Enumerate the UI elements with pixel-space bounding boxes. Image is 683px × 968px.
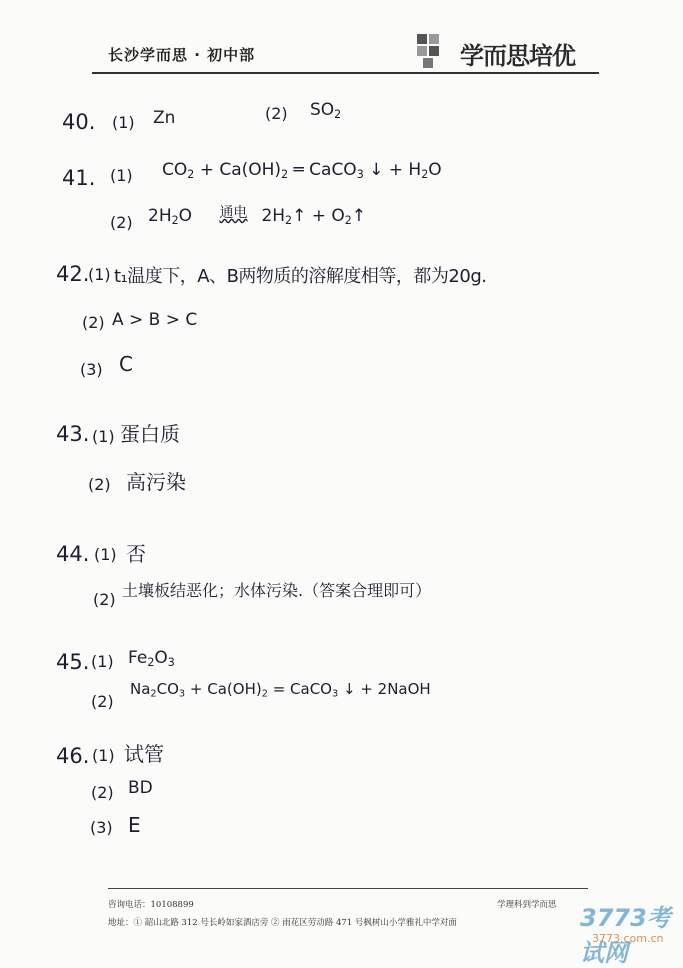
q44-number: 44. bbox=[56, 542, 90, 566]
q41-number: 41. bbox=[62, 166, 96, 190]
q44-part2-label: (2) bbox=[93, 590, 116, 609]
watermark-brand: 3773考试网 bbox=[580, 904, 671, 967]
q43-answer1: 蛋白质 bbox=[120, 422, 180, 446]
q41-equation2: $2H_2O$ $^{通电}$ $2H_2↑$ + $O_2↑$ bbox=[148, 205, 367, 227]
q44-answer2: 土壤板结恶化；水体污染.（答案合理即可） bbox=[122, 581, 432, 600]
q44-part1-label: (1) bbox=[94, 545, 117, 564]
q42-part3-label: (3) bbox=[80, 360, 103, 379]
q40-number: 40. bbox=[62, 110, 96, 134]
q46-part2-label: (2) bbox=[91, 783, 114, 802]
q42-number: 42. bbox=[56, 262, 90, 286]
q43-part2-label: (2) bbox=[88, 475, 111, 494]
footer-address: 地址：① 韶山北路 312 号长岭如家酒店旁 ② 雨花区劳动路 471 号枫树山小学雅礼中学对面 bbox=[108, 918, 457, 928]
q40-answer2: $SO_2$ bbox=[310, 100, 342, 121]
q44-answer1: 否 bbox=[126, 542, 146, 566]
q46-answer1: 试管 bbox=[124, 742, 164, 766]
logo-text: 学而思培优 bbox=[460, 42, 575, 70]
q42-answer2: A > B > C bbox=[112, 310, 198, 330]
q40-answer1: Zn bbox=[153, 108, 176, 128]
q41-part2-label: (2) bbox=[110, 213, 133, 232]
q45-part2-label: (2) bbox=[91, 692, 114, 711]
q40-part1-label: (1) bbox=[112, 113, 135, 132]
q45-equation: $Na_2CO_3 + Ca(OH)_2$ = CaCO$_3$ ↓ + 2NaOH bbox=[130, 680, 431, 700]
header-school-name: 长沙学而思 · 初中部 bbox=[108, 46, 256, 64]
q46-answer2: BD bbox=[128, 778, 153, 798]
q41-equation1: $CO_2 + Ca(OH)_2$ ═ CaCO$_3$ ↓ + $H_2O$ bbox=[162, 160, 442, 181]
q46-answer3: E bbox=[128, 813, 141, 837]
footer-divider bbox=[108, 888, 588, 889]
q42-part1-label: (1) bbox=[88, 265, 111, 284]
q43-answer2: 高污染 bbox=[126, 470, 186, 494]
q43-number: 43. bbox=[56, 422, 90, 446]
q41-condition-label: 通电 bbox=[219, 205, 248, 221]
footer-brand: 学理科到学而思 bbox=[497, 900, 557, 910]
q45-answer1: $Fe_2O_3$ bbox=[128, 648, 175, 669]
q43-part1-label: (1) bbox=[92, 427, 115, 446]
q46-part1-label: (1) bbox=[92, 746, 115, 765]
q42-answer1: t₁温度下，A、B两物质的溶解度相等，都为20g. bbox=[114, 266, 487, 287]
q46-part3-label: (3) bbox=[90, 818, 113, 837]
footer-phone: 咨询电话：10108899 bbox=[108, 900, 194, 910]
watermark-url: 3773.com.cn bbox=[592, 932, 664, 945]
q45-number: 45. bbox=[56, 650, 90, 674]
header-divider bbox=[92, 72, 599, 74]
q40-part2-label: (2) bbox=[265, 104, 288, 123]
q45-part1-label: (1) bbox=[91, 652, 114, 671]
q42-answer3: C bbox=[119, 352, 133, 376]
q41-part1-label: (1) bbox=[110, 166, 133, 185]
q46-number: 46. bbox=[56, 744, 90, 768]
q42-part2-label: (2) bbox=[82, 313, 105, 332]
